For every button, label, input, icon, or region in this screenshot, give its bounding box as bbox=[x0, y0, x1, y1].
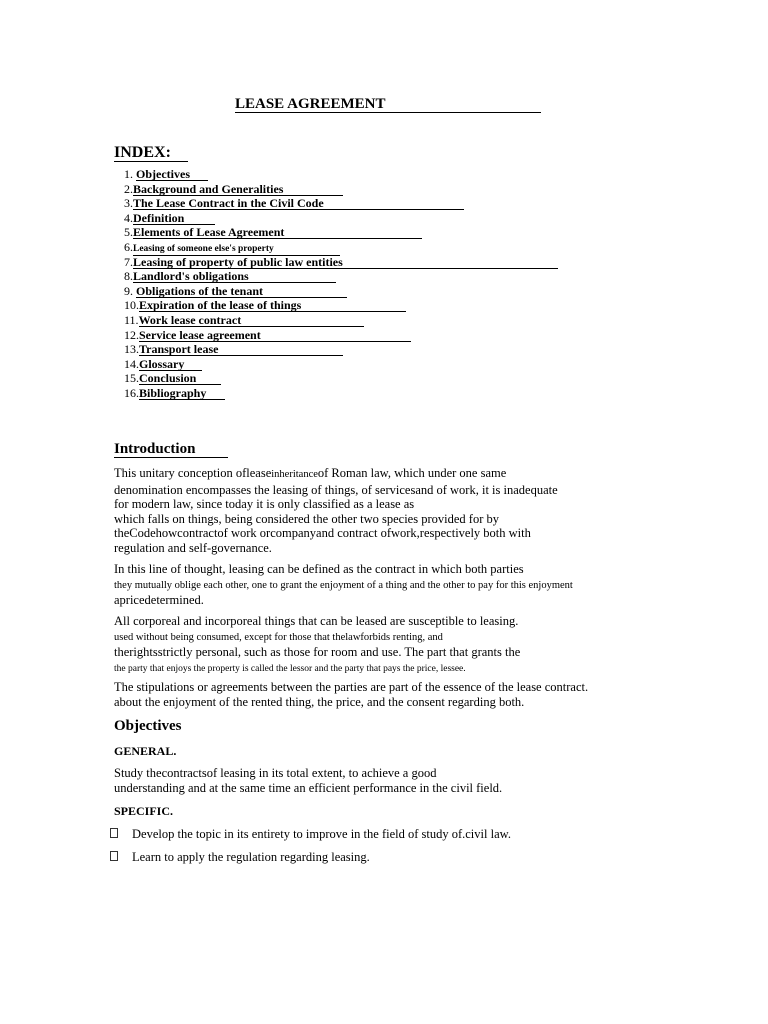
index-item-number: 16. bbox=[124, 385, 139, 400]
index-item bbox=[124, 298, 558, 313]
index-item-number: 6. bbox=[124, 239, 133, 254]
index-item bbox=[124, 240, 558, 255]
index-item-label: Transport lease bbox=[139, 343, 343, 356]
specific-item-text: Develop the topic in its entirety to improve in the field of study of.civil law. bbox=[132, 827, 511, 841]
intro-paragraph-4 bbox=[114, 680, 588, 709]
general-line: Study thecontractsof leasing in its total extent, to achieve a good bbox=[114, 766, 437, 780]
list-item bbox=[110, 850, 511, 873]
list-item bbox=[110, 827, 511, 850]
intro-p2-line: they mutually oblige each other, one to grant the enjoyment of a thing and the other to pay for this enjoyment bbox=[114, 579, 573, 591]
intro-p2-line: In this line of thought, leasing can be defined as the contract in which both parties bbox=[114, 562, 524, 576]
index-item-number: 4. bbox=[124, 210, 133, 225]
intro-p2-line: apricedetermined. bbox=[114, 593, 204, 608]
intro-p3-line: therightsstrictly personal, such as those for room and use. The part that grants the bbox=[114, 645, 521, 660]
index-item-number: 11. bbox=[124, 312, 139, 327]
index-item bbox=[124, 371, 558, 386]
table-of-contents bbox=[124, 167, 558, 401]
index-item-label: Leasing of someone else's property bbox=[133, 243, 340, 256]
index-item-number: 12. bbox=[124, 327, 139, 342]
intro-p3-line: All corporeal and incorporeal things that can be leased are susceptible to leasing. bbox=[114, 614, 519, 628]
general-paragraph bbox=[114, 766, 502, 795]
intro-p4-line: The stipulations or agreements between the parties are part of the essence of the lease contract. bbox=[114, 680, 589, 694]
index-item bbox=[124, 225, 558, 240]
index-item bbox=[124, 284, 558, 299]
index-item-label: Work lease contract bbox=[139, 314, 364, 327]
index-item bbox=[124, 211, 558, 226]
index-item bbox=[124, 386, 558, 401]
intro-p3-line: used without being consumed, except for those that thelawforbids renting, and bbox=[114, 631, 443, 643]
index-item-number: 5. bbox=[124, 225, 133, 240]
intro-p1-line: This unitary conception oflease bbox=[114, 466, 272, 480]
index-item-label: Conclusion bbox=[139, 372, 221, 385]
index-item bbox=[124, 357, 558, 372]
general-line: understanding and at the same time an efficient performance in the civil field. bbox=[114, 780, 503, 795]
index-item bbox=[124, 196, 558, 211]
intro-paragraph-2 bbox=[114, 562, 573, 608]
intro-p1-line: regulation and self-governance. bbox=[114, 540, 272, 555]
intro-paragraph-3 bbox=[114, 614, 520, 676]
index-item-label: Elements of Lease Agreement bbox=[133, 226, 422, 239]
index-item bbox=[124, 255, 558, 270]
index-item-label: Service lease agreement bbox=[139, 329, 411, 342]
intro-p1-line: which falls on things, being considered the other two species provided for by bbox=[114, 511, 499, 526]
specific-heading: SPECIFIC. bbox=[114, 804, 174, 818]
document-title: LEASE AGREEMENT bbox=[235, 96, 541, 113]
index-item bbox=[124, 328, 558, 343]
index-item bbox=[124, 167, 558, 182]
index-item-label: Objectives bbox=[136, 168, 208, 181]
index-item-label: Landlord's obligations bbox=[133, 270, 336, 283]
index-item-label: Obligations of the tenant bbox=[136, 285, 347, 298]
index-item-number: 7. bbox=[124, 254, 133, 269]
bullet-box-icon bbox=[110, 828, 118, 838]
index-item-number: 8. bbox=[124, 269, 133, 284]
index-item bbox=[124, 269, 558, 284]
index-item-number: 13. bbox=[124, 342, 139, 357]
index-item bbox=[124, 342, 558, 357]
intro-p1-inline-small: inheritance bbox=[271, 469, 318, 480]
objectives-heading: Objectives bbox=[114, 718, 182, 734]
index-heading: INDEX: bbox=[114, 144, 188, 162]
index-item-label: The Lease Contract in the Civil Code bbox=[133, 197, 464, 210]
specific-item-text: Learn to apply the regulation regarding leasing. bbox=[132, 850, 370, 864]
specific-objectives-list bbox=[110, 827, 511, 873]
intro-p3-line: the party that enjoys the property is called the lessor and the party that pays the price, lessee. bbox=[114, 663, 466, 674]
index-item-number: 15. bbox=[124, 371, 139, 386]
index-item-number: 10. bbox=[124, 298, 139, 313]
index-item-number: 9. bbox=[124, 283, 136, 298]
index-item-number: 2. bbox=[124, 181, 133, 196]
index-item-label: Leasing of property of public law entities bbox=[133, 256, 558, 269]
intro-p1-line: theCodehowcontractof work orcompanyand contract ofwork,respectively both with bbox=[114, 526, 531, 541]
index-item-number: 1. bbox=[124, 167, 136, 181]
index-item-label: Background and Generalities bbox=[133, 183, 343, 196]
index-item-label: Bibliography bbox=[139, 387, 225, 400]
index-item-label: Definition bbox=[133, 212, 215, 225]
intro-p1-line: of Roman law, which under one same bbox=[317, 466, 507, 480]
index-item bbox=[124, 313, 558, 328]
intro-p1-line: denomination encompasses the leasing of things, of servicesand of work, it is inadequate bbox=[114, 482, 558, 497]
intro-p4-line: about the enjoyment of the rented thing, the price, and the consent regarding both. bbox=[114, 694, 525, 709]
intro-p1-line: for modern law, since today it is only classified as a lease as bbox=[114, 497, 415, 512]
general-heading: GENERAL. bbox=[114, 744, 177, 758]
index-item bbox=[124, 182, 558, 197]
index-item-number: 14. bbox=[124, 356, 139, 371]
intro-paragraph-1 bbox=[114, 466, 558, 556]
introduction-heading: Introduction bbox=[114, 441, 228, 458]
index-item-number: 3. bbox=[124, 196, 133, 211]
index-item-label: Expiration of the lease of things bbox=[139, 299, 406, 312]
bullet-box-icon bbox=[110, 851, 118, 861]
index-item-label: Glossary bbox=[139, 358, 202, 371]
